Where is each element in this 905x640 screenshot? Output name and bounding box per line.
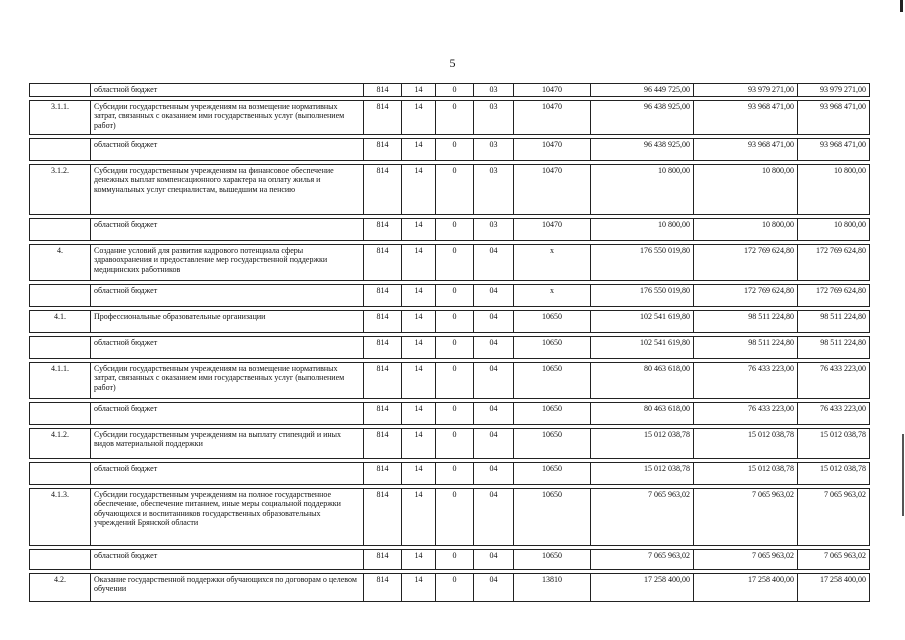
cell-name: Оказание государственной поддержки обучающихся по договорам о целевом обучении bbox=[91, 573, 364, 601]
table-row bbox=[30, 549, 870, 569]
cell-name: областной бюджет bbox=[91, 402, 364, 424]
table-row bbox=[30, 244, 870, 280]
cell-cs: 13810 bbox=[514, 573, 591, 601]
cell-amount-1: 80 463 618,00 bbox=[591, 402, 694, 424]
cell-amount-1: 7 065 963,02 bbox=[591, 549, 694, 569]
cell-rz: 14 bbox=[402, 402, 436, 424]
cell-amount-2: 7 065 963,02 bbox=[694, 549, 798, 569]
cell-gr: 814 bbox=[364, 284, 402, 306]
cell-amount-1: 7 065 963,02 bbox=[591, 488, 694, 545]
cell-pr: 0 bbox=[436, 336, 474, 358]
cell-number: 3.1.1. bbox=[30, 100, 91, 134]
cell-amount-2: 93 968 471,00 bbox=[694, 100, 798, 134]
table-row bbox=[30, 462, 870, 484]
cell-pr: 0 bbox=[436, 488, 474, 545]
cell-pr: 0 bbox=[436, 218, 474, 240]
cell-number: 4.2. bbox=[30, 573, 91, 601]
cell-p4: 04 bbox=[474, 462, 514, 484]
cell-gr: 814 bbox=[364, 402, 402, 424]
cell-amount-1: 96 438 925,00 bbox=[591, 100, 694, 134]
cell-amount-3: 93 968 471,00 bbox=[798, 100, 870, 134]
cell-rz: 14 bbox=[402, 244, 436, 280]
cell-pr: 0 bbox=[436, 428, 474, 458]
cell-p4: 03 bbox=[474, 218, 514, 240]
cell-amount-2: 93 979 271,00 bbox=[694, 84, 798, 97]
table-row bbox=[30, 488, 870, 545]
cell-cs: 10650 bbox=[514, 488, 591, 545]
cell-number bbox=[30, 284, 91, 306]
cell-gr: 814 bbox=[364, 488, 402, 545]
cell-rz: 14 bbox=[402, 428, 436, 458]
cell-number bbox=[30, 138, 91, 160]
cell-amount-2: 10 800,00 bbox=[694, 164, 798, 214]
cell-number: 4. bbox=[30, 244, 91, 280]
cell-amount-1: 80 463 618,00 bbox=[591, 362, 694, 398]
cell-gr: 814 bbox=[364, 164, 402, 214]
cell-rz: 14 bbox=[402, 218, 436, 240]
cell-rz: 14 bbox=[402, 84, 436, 97]
cell-pr: 0 bbox=[436, 310, 474, 332]
cell-pr: 0 bbox=[436, 164, 474, 214]
cell-rz: 14 bbox=[402, 488, 436, 545]
cell-amount-2: 172 769 624,80 bbox=[694, 244, 798, 280]
table-row bbox=[30, 362, 870, 398]
cell-amount-1: 10 800,00 bbox=[591, 164, 694, 214]
cell-amount-2: 15 012 038,78 bbox=[694, 428, 798, 458]
cell-gr: 814 bbox=[364, 244, 402, 280]
cell-p4: 04 bbox=[474, 549, 514, 569]
cell-name: Субсидии государственным учреждениям на полное государственное обеспечение, обеспечение питанием, иные меры социальной поддержки обучающихся и воспитанников государственных образовательных учреждений Брянской области bbox=[91, 488, 364, 545]
budget-table-body bbox=[30, 84, 870, 602]
cell-amount-1: 15 012 038,78 bbox=[591, 428, 694, 458]
cell-number: 4.1.1. bbox=[30, 362, 91, 398]
cell-rz: 14 bbox=[402, 138, 436, 160]
cell-cs: 10470 bbox=[514, 164, 591, 214]
cell-amount-3: 93 968 471,00 bbox=[798, 138, 870, 160]
cell-amount-1: 102 541 619,80 bbox=[591, 310, 694, 332]
cell-cs: 10650 bbox=[514, 402, 591, 424]
cell-rz: 14 bbox=[402, 100, 436, 134]
cell-p4: 04 bbox=[474, 244, 514, 280]
cell-gr: 814 bbox=[364, 573, 402, 601]
cell-rz: 14 bbox=[402, 549, 436, 569]
cell-cs: 10650 bbox=[514, 428, 591, 458]
cell-amount-3: 76 433 223,00 bbox=[798, 402, 870, 424]
cell-number: 4.1.2. bbox=[30, 428, 91, 458]
cell-gr: 814 bbox=[364, 138, 402, 160]
table-row bbox=[30, 428, 870, 458]
cell-amount-1: 176 550 019,80 bbox=[591, 244, 694, 280]
scan-mark-side bbox=[902, 434, 904, 516]
cell-number: 3.1.2. bbox=[30, 164, 91, 214]
cell-cs: х bbox=[514, 244, 591, 280]
cell-amount-3: 98 511 224,80 bbox=[798, 336, 870, 358]
cell-rz: 14 bbox=[402, 573, 436, 601]
cell-cs: 10650 bbox=[514, 310, 591, 332]
cell-name: Создание условий для развития кадрового потенциала сферы здравоохранения и предоставление мер государственной поддержки медицинских работников bbox=[91, 244, 364, 280]
budget-table bbox=[29, 83, 870, 602]
cell-pr: 0 bbox=[436, 462, 474, 484]
cell-amount-3: 93 979 271,00 bbox=[798, 84, 870, 97]
cell-pr: 0 bbox=[436, 402, 474, 424]
cell-name: областной бюджет bbox=[91, 549, 364, 569]
table-row bbox=[30, 164, 870, 214]
cell-amount-1: 10 800,00 bbox=[591, 218, 694, 240]
cell-gr: 814 bbox=[364, 100, 402, 134]
cell-p4: 04 bbox=[474, 284, 514, 306]
cell-name: Профессиональные образовательные организации bbox=[91, 310, 364, 332]
cell-amount-1: 96 438 925,00 bbox=[591, 138, 694, 160]
cell-name: областной бюджет bbox=[91, 138, 364, 160]
cell-cs: 10470 bbox=[514, 100, 591, 134]
cell-amount-3: 172 769 624,80 bbox=[798, 284, 870, 306]
cell-amount-1: 17 258 400,00 bbox=[591, 573, 694, 601]
cell-number: 4.1.3. bbox=[30, 488, 91, 545]
cell-pr: 0 bbox=[436, 362, 474, 398]
cell-name: областной бюджет bbox=[91, 336, 364, 358]
table-row bbox=[30, 218, 870, 240]
cell-name: Субсидии государственным учреждениям на выплату стипендий и иных видов материальной поддержки bbox=[91, 428, 364, 458]
cell-rz: 14 bbox=[402, 362, 436, 398]
table-row bbox=[30, 402, 870, 424]
cell-gr: 814 bbox=[364, 310, 402, 332]
cell-p4: 04 bbox=[474, 310, 514, 332]
table-row bbox=[30, 284, 870, 306]
cell-gr: 814 bbox=[364, 218, 402, 240]
table-row bbox=[30, 100, 870, 134]
cell-pr: 0 bbox=[436, 84, 474, 97]
cell-p4: 03 bbox=[474, 100, 514, 134]
cell-name: областной бюджет bbox=[91, 284, 364, 306]
table-row bbox=[30, 573, 870, 601]
cell-gr: 814 bbox=[364, 549, 402, 569]
cell-number bbox=[30, 402, 91, 424]
cell-number bbox=[30, 336, 91, 358]
cell-name: Субсидии государственным учреждениям на возмещение нормативных затрат, связанных с оказанием ими государственных услуг (выполнением работ) bbox=[91, 100, 364, 134]
cell-amount-3: 10 800,00 bbox=[798, 218, 870, 240]
cell-cs: 10650 bbox=[514, 462, 591, 484]
cell-p4: 04 bbox=[474, 573, 514, 601]
cell-cs: 10650 bbox=[514, 362, 591, 398]
cell-amount-3: 10 800,00 bbox=[798, 164, 870, 214]
cell-p4: 03 bbox=[474, 84, 514, 97]
cell-rz: 14 bbox=[402, 310, 436, 332]
cell-pr: 0 bbox=[436, 100, 474, 134]
table-row bbox=[30, 336, 870, 358]
cell-amount-2: 17 258 400,00 bbox=[694, 573, 798, 601]
cell-gr: 814 bbox=[364, 462, 402, 484]
cell-number bbox=[30, 462, 91, 484]
cell-rz: 14 bbox=[402, 336, 436, 358]
cell-p4: 04 bbox=[474, 488, 514, 545]
cell-name: областной бюджет bbox=[91, 462, 364, 484]
cell-p4: 03 bbox=[474, 164, 514, 214]
cell-cs: 10650 bbox=[514, 549, 591, 569]
scan-mark-top bbox=[900, 0, 903, 12]
cell-cs: 10650 bbox=[514, 336, 591, 358]
cell-pr: 0 bbox=[436, 573, 474, 601]
cell-number bbox=[30, 549, 91, 569]
cell-amount-2: 76 433 223,00 bbox=[694, 362, 798, 398]
cell-p4: 04 bbox=[474, 428, 514, 458]
cell-amount-2: 76 433 223,00 bbox=[694, 402, 798, 424]
cell-number bbox=[30, 84, 91, 97]
cell-amount-3: 76 433 223,00 bbox=[798, 362, 870, 398]
cell-amount-3: 15 012 038,78 bbox=[798, 462, 870, 484]
cell-gr: 814 bbox=[364, 362, 402, 398]
cell-rz: 14 bbox=[402, 462, 436, 484]
cell-amount-3: 7 065 963,02 bbox=[798, 488, 870, 545]
cell-pr: 0 bbox=[436, 244, 474, 280]
cell-name: Субсидии государственным учреждениям на финансовое обеспечение денежных выплат компенсационного характера на оплату жилья и коммунальных услуг специалистам, вышедшим на пенсию bbox=[91, 164, 364, 214]
cell-amount-2: 98 511 224,80 bbox=[694, 310, 798, 332]
cell-rz: 14 bbox=[402, 284, 436, 306]
cell-amount-3: 7 065 963,02 bbox=[798, 549, 870, 569]
cell-p4: 04 bbox=[474, 336, 514, 358]
cell-gr: 814 bbox=[364, 428, 402, 458]
cell-cs: 10470 bbox=[514, 138, 591, 160]
cell-amount-3: 172 769 624,80 bbox=[798, 244, 870, 280]
cell-amount-1: 15 012 038,78 bbox=[591, 462, 694, 484]
cell-cs: х bbox=[514, 284, 591, 306]
cell-number: 4.1. bbox=[30, 310, 91, 332]
cell-amount-1: 96 449 725,00 bbox=[591, 84, 694, 97]
cell-cs: 10470 bbox=[514, 84, 591, 97]
table-row bbox=[30, 138, 870, 160]
cell-p4: 04 bbox=[474, 362, 514, 398]
cell-name: Субсидии государственным учреждениям на возмещение нормативных затрат, связанных с оказанием ими государственных услуг (выполнением работ) bbox=[91, 362, 364, 398]
cell-name: областной бюджет bbox=[91, 218, 364, 240]
table-row bbox=[30, 310, 870, 332]
cell-p4: 03 bbox=[474, 138, 514, 160]
cell-rz: 14 bbox=[402, 164, 436, 214]
cell-name: областной бюджет bbox=[91, 84, 364, 97]
cell-number bbox=[30, 218, 91, 240]
cell-pr: 0 bbox=[436, 549, 474, 569]
cell-amount-3: 15 012 038,78 bbox=[798, 428, 870, 458]
cell-amount-1: 102 541 619,80 bbox=[591, 336, 694, 358]
cell-gr: 814 bbox=[364, 84, 402, 97]
cell-amount-2: 98 511 224,80 bbox=[694, 336, 798, 358]
cell-amount-1: 176 550 019,80 bbox=[591, 284, 694, 306]
cell-amount-2: 7 065 963,02 bbox=[694, 488, 798, 545]
cell-p4: 04 bbox=[474, 402, 514, 424]
cell-amount-3: 98 511 224,80 bbox=[798, 310, 870, 332]
cell-amount-2: 172 769 624,80 bbox=[694, 284, 798, 306]
page-number: 5 bbox=[449, 56, 456, 70]
cell-gr: 814 bbox=[364, 336, 402, 358]
cell-amount-3: 17 258 400,00 bbox=[798, 573, 870, 601]
cell-amount-2: 10 800,00 bbox=[694, 218, 798, 240]
table-row bbox=[30, 84, 870, 97]
cell-amount-2: 15 012 038,78 bbox=[694, 462, 798, 484]
cell-pr: 0 bbox=[436, 138, 474, 160]
cell-cs: 10470 bbox=[514, 218, 591, 240]
cell-amount-2: 93 968 471,00 bbox=[694, 138, 798, 160]
cell-pr: 0 bbox=[436, 284, 474, 306]
